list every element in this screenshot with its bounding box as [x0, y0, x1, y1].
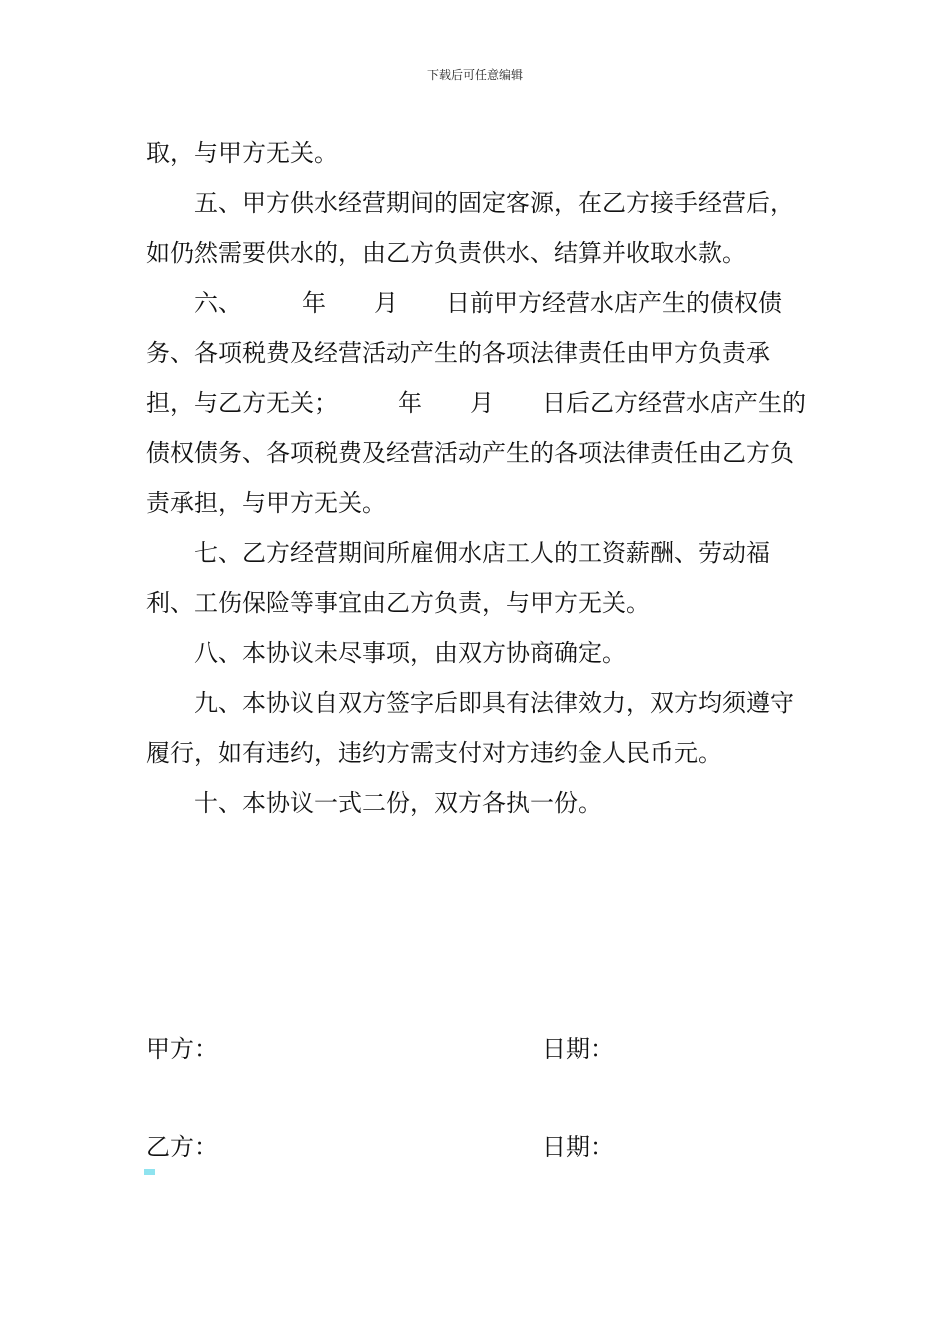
party-b-label: 乙方： — [146, 1133, 218, 1161]
agreement-body — [146, 128, 808, 828]
page-header: 下载后可任意编辑 — [426, 68, 523, 82]
party-b-date-label: 日期： — [542, 1133, 614, 1161]
paragraph-continuation: 取，与甲方无关。 — [146, 139, 338, 167]
clause-5: 五、甲方供水经营期间的固定客源，在乙方接手经营后，如仍然需要供水的，由乙方负责供水、结算并收取水款。 — [146, 189, 794, 267]
cursor-marker — [144, 1169, 155, 1175]
clause-7: 七、乙方经营期间所雇佣水店工人的工资薪酬、劳动福利、工伤保险等事宜由乙方负责，与甲方无关。 — [146, 539, 770, 617]
party-a-date-label: 日期： — [542, 1035, 614, 1063]
party-a-label: 甲方： — [146, 1035, 218, 1063]
clause-10: 十、本协议一式二份，双方各执一份。 — [194, 789, 602, 817]
clause-6: 六、 年 月 日前甲方经营水店产生的债权债务、各项税费及经营活动产生的各项法律责任由甲方负责承担，与乙方无关； 年 月 日后乙方经营水店产生的债权债务、各项税费及经营活动产生的各项法律责任由乙方负责承担，与甲方无关。 — [146, 289, 806, 517]
clause-8: 八、本协议未尽事项，由双方协商确定。 — [194, 639, 626, 667]
clause-9: 九、本协议自双方签字后即具有法律效力，双方均须遵守履行，如有违约，违约方需支付对方违约金人民币元。 — [146, 689, 794, 767]
